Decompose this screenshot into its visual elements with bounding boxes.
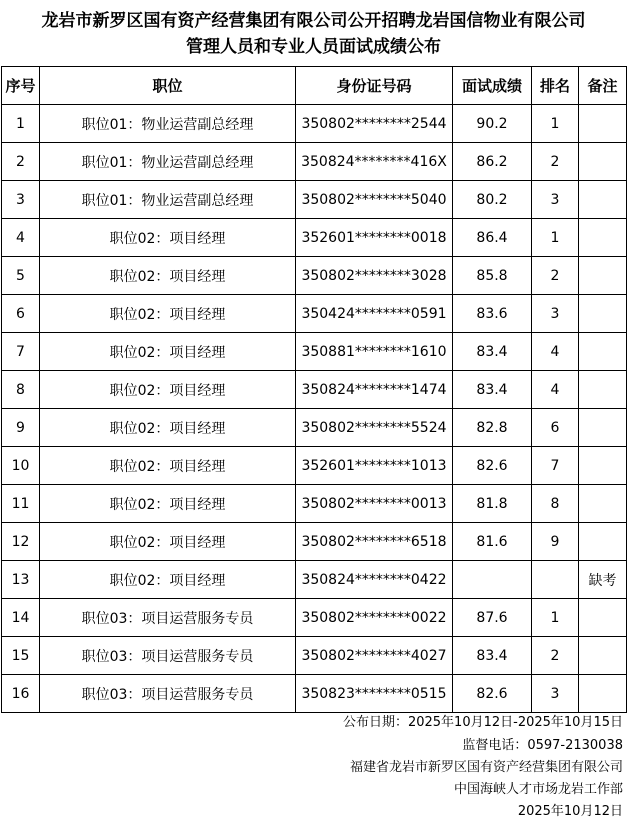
cell-number: 3 (2, 181, 40, 219)
cell-rank: 4 (532, 371, 579, 409)
issue-date: 2025年10月12日 (517, 804, 623, 819)
cell-note (579, 371, 627, 409)
results-table (1, 66, 627, 713)
cell-position: 职位01：物业运营副总经理 (40, 105, 296, 143)
page-title-line1: 龙岩市新罗区国有资产经营集团有限公司公开招聘龙岩国信物业有限公司 (41, 11, 586, 31)
table-row (2, 485, 627, 523)
cell-score: 82.6 (453, 447, 532, 485)
cell-id-number: 350881********1610 (296, 333, 453, 371)
table-row (2, 447, 627, 485)
cell-rank: 3 (532, 181, 579, 219)
cell-position: 职位02：项目经理 (40, 409, 296, 447)
page-title-line2: 管理人员和专业人员面试成绩公布 (186, 37, 441, 57)
cell-position: 职位02：项目经理 (40, 523, 296, 561)
cell-score: 85.8 (453, 257, 532, 295)
table-row (2, 181, 627, 219)
cell-id-number: 350424********0591 (296, 295, 453, 333)
cell-rank (532, 561, 579, 599)
cell-rank: 1 (532, 599, 579, 637)
table-row (2, 143, 627, 181)
cell-number: 11 (2, 485, 40, 523)
cell-position: 职位01：物业运营副总经理 (40, 181, 296, 219)
cell-position: 职位02：项目经理 (40, 295, 296, 333)
cell-position: 职位02：项目经理 (40, 447, 296, 485)
cell-score: 86.2 (453, 143, 532, 181)
cell-number: 7 (2, 333, 40, 371)
cell-number: 12 (2, 523, 40, 561)
cell-score: 81.8 (453, 485, 532, 523)
header-score: 面试成绩 (453, 67, 532, 105)
cell-note (579, 675, 627, 713)
cell-score: 82.6 (453, 675, 532, 713)
cell-number: 13 (2, 561, 40, 599)
cell-score: 80.2 (453, 181, 532, 219)
cell-score: 82.8 (453, 409, 532, 447)
cell-id-number: 350824********416X (296, 143, 453, 181)
cell-note (579, 409, 627, 447)
cell-rank: 1 (532, 105, 579, 143)
cell-note (579, 295, 627, 333)
cell-note (579, 485, 627, 523)
cell-position: 职位02：项目经理 (40, 333, 296, 371)
cell-id-number: 352601********0018 (296, 219, 453, 257)
header-rank: 排名 (532, 67, 579, 105)
cell-number: 1 (2, 105, 40, 143)
cell-position: 职位02：项目经理 (40, 257, 296, 295)
cell-score: 81.6 (453, 523, 532, 561)
table-header-row (2, 67, 627, 105)
header-position: 职位 (40, 67, 296, 105)
table-row (2, 637, 627, 675)
cell-position: 职位03：项目运营服务专员 (40, 599, 296, 637)
table-row (2, 105, 627, 143)
cell-score: 83.6 (453, 295, 532, 333)
cell-rank: 7 (532, 447, 579, 485)
cell-rank: 2 (532, 637, 579, 675)
cell-note (579, 257, 627, 295)
cell-id-number: 350802********5040 (296, 181, 453, 219)
cell-note: 缺考 (579, 561, 627, 599)
cell-number: 14 (2, 599, 40, 637)
supervision-hotline: 监督电话：0597-2130038 (462, 738, 623, 753)
cell-score: 83.4 (453, 637, 532, 675)
cell-rank: 3 (532, 675, 579, 713)
cell-number: 10 (2, 447, 40, 485)
table-body (2, 105, 627, 713)
table-row (2, 523, 627, 561)
cell-score: 86.4 (453, 219, 532, 257)
cell-id-number: 350824********1474 (296, 371, 453, 409)
cell-score: 83.4 (453, 333, 532, 371)
cell-note (579, 105, 627, 143)
cell-note (579, 181, 627, 219)
issuer-organization: 福建省龙岩市新罗区国有资产经营集团有限公司 (349, 760, 623, 775)
header-number: 序号 (2, 67, 40, 105)
table-row (2, 257, 627, 295)
cell-rank: 2 (532, 143, 579, 181)
cell-position: 职位02：项目经理 (40, 561, 296, 599)
cell-note (579, 143, 627, 181)
cell-position: 职位01：物业运营副总经理 (40, 143, 296, 181)
cell-position: 职位02：项目经理 (40, 219, 296, 257)
table-row (2, 561, 627, 599)
table-row (2, 599, 627, 637)
cell-id-number: 350802********3028 (296, 257, 453, 295)
table-row (2, 333, 627, 371)
cell-rank: 2 (532, 257, 579, 295)
cell-number: 16 (2, 675, 40, 713)
table-row (2, 219, 627, 257)
table-row (2, 675, 627, 713)
cell-position: 职位03：项目运营服务专员 (40, 637, 296, 675)
cell-id-number: 350802********5524 (296, 409, 453, 447)
header-note: 备注 (579, 67, 627, 105)
cell-position: 职位02：项目经理 (40, 485, 296, 523)
cell-rank: 8 (532, 485, 579, 523)
cell-position: 职位03：项目运营服务专员 (40, 675, 296, 713)
cell-note (579, 599, 627, 637)
cell-number: 8 (2, 371, 40, 409)
cell-number: 4 (2, 219, 40, 257)
cell-rank: 1 (532, 219, 579, 257)
cell-id-number: 350802********0022 (296, 599, 453, 637)
cell-number: 2 (2, 143, 40, 181)
cell-rank: 4 (532, 333, 579, 371)
cell-number: 15 (2, 637, 40, 675)
cell-id-number: 350824********0422 (296, 561, 453, 599)
cell-number: 6 (2, 295, 40, 333)
cell-number: 5 (2, 257, 40, 295)
publish-period: 公布日期：2025年10月12日-2025年10月15日 (342, 715, 623, 730)
cell-id-number: 350802********6518 (296, 523, 453, 561)
cell-id-number: 350823********0515 (296, 675, 453, 713)
cell-number: 9 (2, 409, 40, 447)
cell-note (579, 523, 627, 561)
table-row (2, 409, 627, 447)
cell-rank: 6 (532, 409, 579, 447)
cell-score: 83.4 (453, 371, 532, 409)
cell-note (579, 219, 627, 257)
header-id-number: 身份证号码 (296, 67, 453, 105)
cell-position: 职位02：项目经理 (40, 371, 296, 409)
cell-score: 87.6 (453, 599, 532, 637)
cell-rank: 3 (532, 295, 579, 333)
cell-id-number: 350802********0013 (296, 485, 453, 523)
cell-rank: 9 (532, 523, 579, 561)
cell-id-number: 352601********1013 (296, 447, 453, 485)
cell-id-number: 350802********4027 (296, 637, 453, 675)
table-row (2, 371, 627, 409)
cell-score (453, 561, 532, 599)
cell-note (579, 637, 627, 675)
co-issuer-organization: 中国海峡人才市场龙岩工作部 (453, 782, 623, 797)
cell-id-number: 350802********2544 (296, 105, 453, 143)
cell-note (579, 333, 627, 371)
cell-note (579, 447, 627, 485)
cell-score: 90.2 (453, 105, 532, 143)
table-row (2, 295, 627, 333)
